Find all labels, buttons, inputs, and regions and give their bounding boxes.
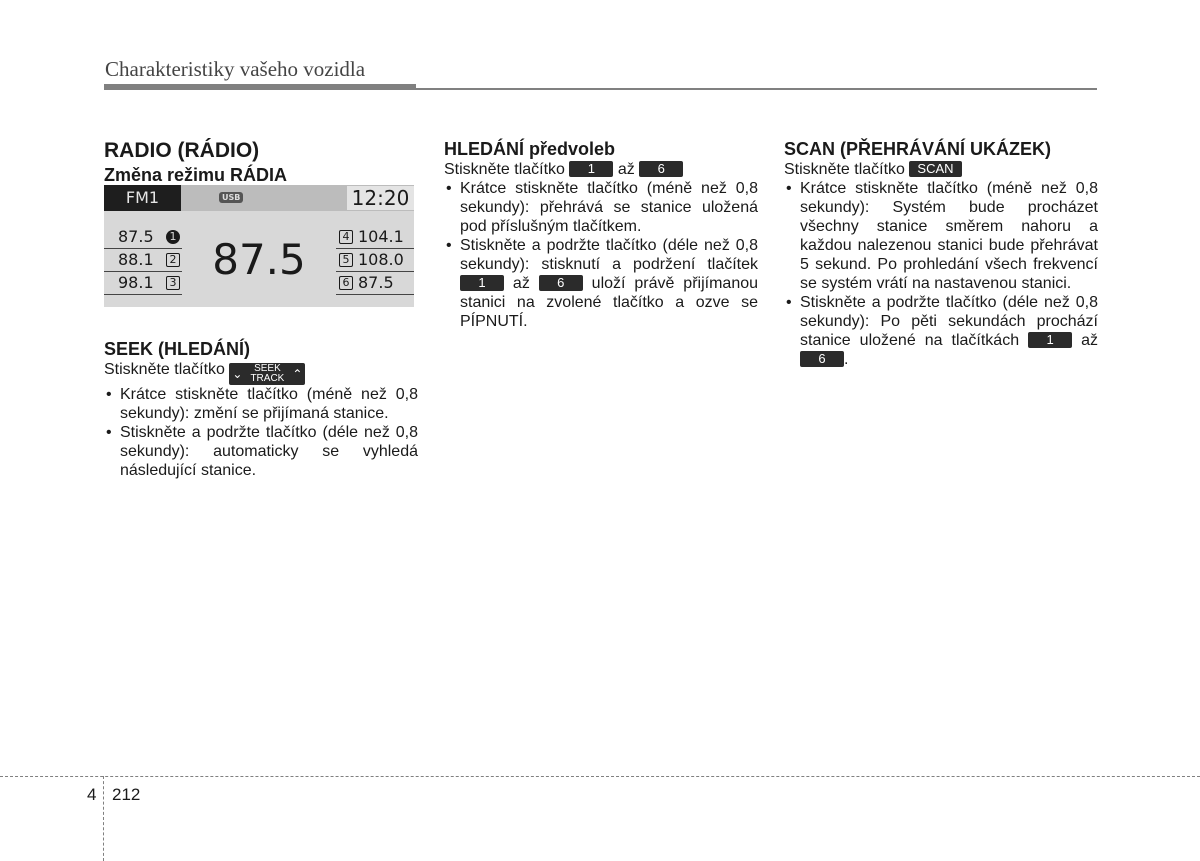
- az-word: až: [617, 161, 635, 178]
- preset-number-icon: 2: [166, 253, 180, 267]
- seek-label: SEEK: [254, 363, 281, 374]
- list-item: [784, 293, 1098, 369]
- display-band: FM1: [104, 185, 181, 211]
- key-1: 1: [460, 275, 504, 291]
- chevron-up-icon: ⌃: [292, 367, 303, 381]
- bullet-text: Stiskněte a podržte tlačítko (déle než 0,8 sekundy): Po pěti sekundách prochází stanice uložené na tlačítkách: [800, 294, 1098, 349]
- az-word: až: [1081, 332, 1098, 349]
- preset-number-icon: 4: [339, 230, 353, 244]
- preset-number-icon: 1: [166, 230, 180, 244]
- preset-frequency: 108.0: [358, 250, 404, 269]
- preset-row: [336, 272, 414, 295]
- preset-number-icon: 6: [339, 276, 353, 290]
- scan-key: SCAN: [909, 161, 961, 177]
- key-1: 1: [1028, 332, 1072, 348]
- preset-row: [104, 249, 182, 272]
- az-word: až: [512, 275, 530, 292]
- seek-bullets: [104, 385, 418, 480]
- key-6: 6: [639, 161, 683, 177]
- subsection-title-radio-mode: Změna režimu RÁDIA: [104, 165, 288, 185]
- section-title-scan: SCAN (PŘEHRÁVÁNÍ UKÁZEK): [784, 139, 1052, 159]
- scan-intro: [784, 160, 1098, 179]
- column-radio: [104, 138, 418, 186]
- sentence-end: .: [844, 351, 849, 368]
- scan-bullets: [784, 179, 1098, 369]
- list-item: • Krátce stiskněte tlačítko (méně než 0,8 sekundy): Systém bude procházet všechny stanice směrem nahoru a každou nalezenou stanici bude přehrávat 5 sekund. Po prohledání všech frekvencí se systém vrátí na nastavenou stanici.: [784, 179, 1098, 293]
- preset-intro-text: Stiskněte tlačítko: [444, 161, 565, 178]
- preset-frequency: 104.1: [358, 227, 404, 246]
- seek-intro-text: Stiskněte tlačítko: [104, 361, 225, 378]
- header-rule-thin: [416, 88, 1097, 90]
- display-clock: 12:20: [347, 186, 414, 210]
- column-scan: [784, 138, 1098, 369]
- preset-row: [104, 272, 182, 295]
- bullet-text-b: uloží právě přijímanou stanici na zvolené tlačítko a ozve se PÍPNUTÍ.: [460, 275, 759, 330]
- preset-frequency: 98.1: [118, 273, 154, 292]
- section-title-preset: HLEDÁNÍ předvoleb: [444, 139, 616, 159]
- preset-frequency: 87.5: [358, 273, 394, 292]
- preset-number-icon: 5: [339, 253, 353, 267]
- display-presets-left: [104, 226, 182, 295]
- preset-row: [336, 249, 414, 272]
- bullet-text-a: Stiskněte a podržte tlačítko (déle než 0,8 sekundy): stisknutí a podržení tlačítek: [460, 237, 758, 273]
- preset-frequency: 88.1: [118, 250, 154, 269]
- preset-intro: [444, 160, 758, 179]
- section-title-radio: RADIO (RÁDIO): [104, 139, 260, 162]
- preset-row: [104, 226, 182, 249]
- list-item: • Krátce stiskněte tlačítko (méně než 0,8 sekundy): přehrává se stanice uložená pod příslušným tlačítkem.: [444, 179, 758, 236]
- section-title-seek: SEEK (HLEDÁNÍ): [104, 339, 251, 359]
- header-rule-thick: [104, 84, 416, 90]
- column-seek: [104, 338, 418, 480]
- seek-track-label: [250, 364, 284, 384]
- footer-rule: [0, 776, 1200, 777]
- column-preset-search: [444, 138, 758, 331]
- seek-intro: [104, 360, 418, 385]
- radio-display-illustration: [104, 185, 414, 307]
- scan-intro-text: Stiskněte tlačítko: [784, 161, 905, 178]
- key-6: 6: [800, 351, 844, 367]
- chevron-down-icon: ⌄: [232, 367, 243, 381]
- preset-number-icon: 3: [166, 276, 180, 290]
- track-label: TRACK: [250, 373, 285, 384]
- preset-frequency: 87.5: [118, 227, 154, 246]
- seek-track-button: [229, 363, 305, 385]
- list-item: [444, 236, 758, 331]
- chapter-number: 4: [87, 785, 97, 804]
- preset-row: [336, 226, 414, 249]
- list-item: • Stiskněte a podržte tlačítko (déle než 0,8 sekundy): automaticky se vyhledá následující stanice.: [104, 423, 418, 480]
- display-current-frequency: 87.5: [212, 235, 306, 284]
- usb-icon: USB: [219, 192, 243, 203]
- key-6: 6: [539, 275, 583, 291]
- preset-bullets: [444, 179, 758, 331]
- footer-vertical-rule: [103, 776, 104, 861]
- page-number: 212: [112, 785, 141, 804]
- list-item: • Krátce stiskněte tlačítko (méně než 0,8 sekundy): změní se přijímaná stanice.: [104, 385, 418, 423]
- display-presets-right: [336, 226, 414, 295]
- key-1: 1: [569, 161, 613, 177]
- page-header-title: Charakteristiky vašeho vozidla: [105, 57, 366, 81]
